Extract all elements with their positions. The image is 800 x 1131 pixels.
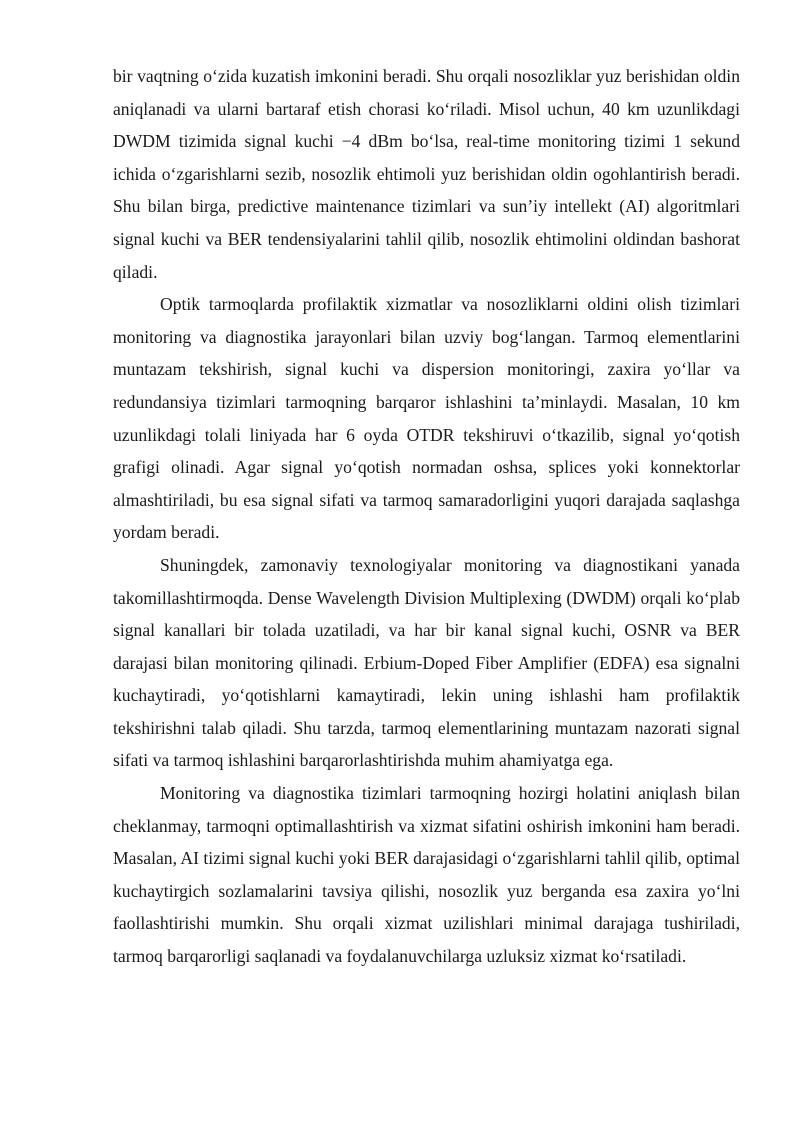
paragraph-continued: bir vaqtning o‘zida kuzatish imkonini beradi. Shu orqali nosozliklar yuz berishidan oldin aniqlanadi va ularni bartaraf etish chorasi ko‘riladi. Misol uchun, 40 km uzunlikdagi DWDM tizimida signal kuchi −4 dBm bo‘lsa, real-time monitoring tizimi 1 sekund ichida o‘zgarishlarni sezib, nosozlik ehtimoli yuz berishidan oldin ogohlantirish beradi. Shu bilan birga, predictive maintenance tizimlari va sun’iy intellekt (AI) algoritmlari signal kuchi va BER tendensiyalarini tahlil qilib, nosozlik ehtimolini oldindan bashorat qiladi. — [113, 66, 740, 282]
paragraph-preventive-maintenance: Optik tarmoqlarda profilaktik xizmatlar va nosozliklarni oldini olish tizimlari monitoring va diagnostika jarayonlari bilan uzviy bog‘langan. Tarmoq elementlarini muntazam tekshirish, signal kuchi va dispersion monitoringi, zaxira yo‘llar va redundansiya tizimlari tarmoqning barqaror ishlashini ta’minlaydi. Masalan, 10 km uzunlikdagi tolali liniyada har 6 oyda OTDR tekshiruvi o‘tkazilib, signal yo‘qotish grafigi olinadi. Agar signal yo‘qotish normadan oshsa, splices yoki konnektorlar almashtiriladi, bu esa signal sifati va tarmoq samaradorligini yuqori darajada saqlashga yordam beradi. — [113, 294, 740, 543]
paragraph-optimization: Monitoring va diagnostika tizimlari tarmoqning hozirgi holatini aniqlash bilan cheklanmay, tarmoqni optimallashtirish va xizmat sifatini oshirish imkonini ham beradi. Masalan, AI tizimi signal kuchi yoki BER darajasidagi o‘zgarishlarni tahlil qilib, optimal kuchaytirgich sozlamalarini tavsiya qilishi, nosozlik yuz berganda esa zaxira yo‘lni faollashtirishi mumkin. Shu orqali xizmat uzilishlari minimal darajaga tushiriladi, tarmoq barqarorligi saqlanadi va foydalanuvchilarga uzluksiz xizmat ko‘rsatiladi. — [113, 783, 740, 967]
paragraph-modern-technologies: Shuningdek, zamonaviy texnologiyalar monitoring va diagnostikani yanada takomillashtirmoqda. Dense Wavelength Division Multiplexing (DWDM) orqali ko‘plab signal kanallari bir tolada uzatiladi, va har bir kanal signal kuchi, OSNR va BER darajasi bilan monitoring qilinadi. Erbium-Doped Fiber Amplifier (EDFA) esa signalni kuchaytiradi, yo‘qotishlarni kamaytiradi, lekin uning ishlashi ham profilaktik tekshirishni talab qiladi. Shu tarzda, tarmoq elementlarining muntazam nazorati signal sifati va tarmoq ishlashini barqarorlashtirishda muhim ahamiyatga ega. — [113, 554, 740, 771]
document-page — [113, 60, 740, 973]
